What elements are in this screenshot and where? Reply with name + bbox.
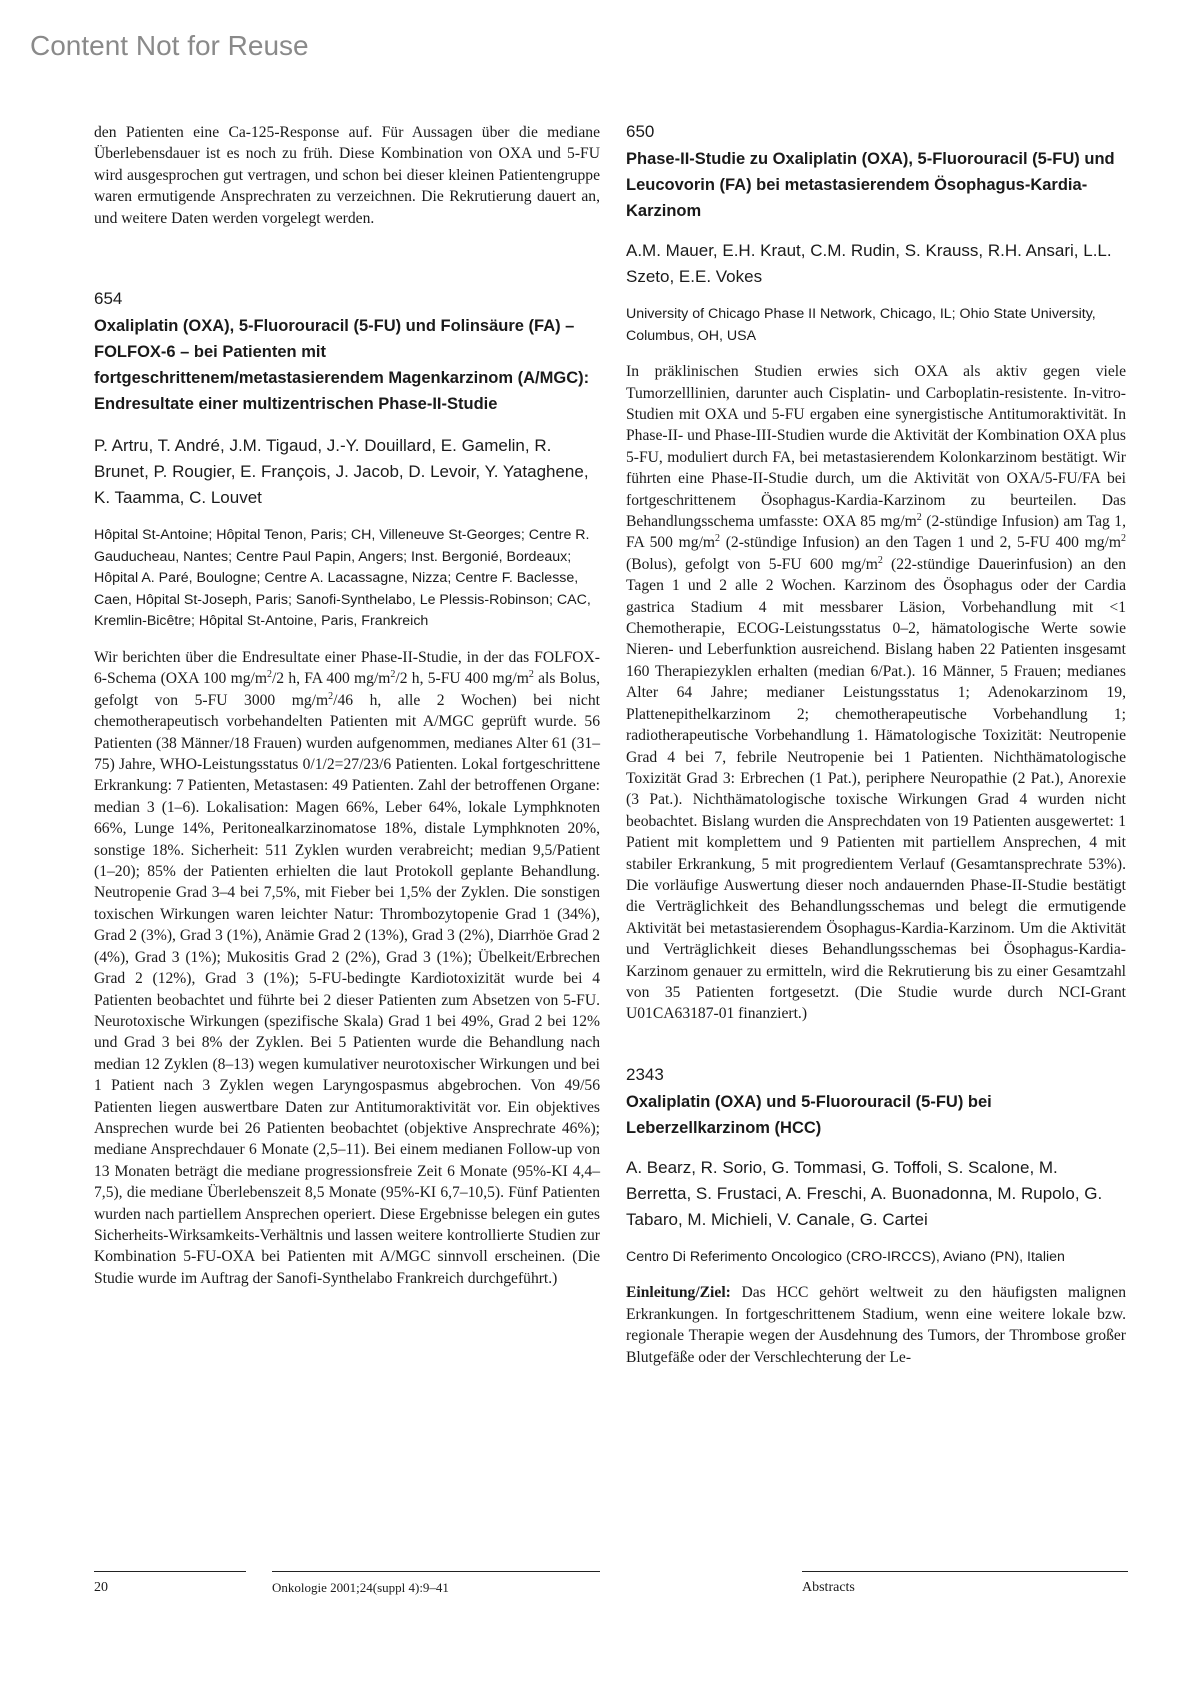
abstract-authors: A. Bearz, R. Sorio, G. Tommasi, G. Toffoli, S. Scalone, M. Berretta, S. Frustaci, A. Freschi, A. Buonadonna, M. Rupolo, G. Tabaro, M. Michieli, V. Canale, G. Cartei [626,1157,1103,1229]
section-name: Abstracts [802,1580,855,1595]
journal-citation: Onkologie 2001;24(suppl 4):9–41 [272,1580,449,1595]
abstract-number: 650 [626,122,655,141]
left-column [94,122,600,1289]
abstract-body: Wir berichten über die Endresultate einer Phase-II-Studie, in der das FOLFOX-6-Schema (OXA 100 $mg/m^2/2$ h, FA 400 $mg/m^2/2$ h, 5-FU 400 $mg/m^2$ als Bolus, gefolgt von 5-FU 3000 $mg/m^2/46$ h, alle 2 Wochen) bei nicht chemotherapeutisch vorbehandelten Patienten mit A/MGC geprüft wurde. 56 Patienten (38 Männer/18 Frauen) wurden aufgenommen, medianes Alter 61 (31–75) Jahre, WHO-Leistungsstatus 0/1/2=27/23/6 Patienten. Lokal fortgeschrittene Erkrankung: 7 Patienten, Metastasen: 49 Patienten. Zahl der betroffenen Organe: median 3 (1–6). Lokalisation: Magen 66%, Leber 64%, lokale Lymphknoten 66%, Lunge 14%, Peritonealkarzinomatose 18%, distale Lymphknoten 20%, sonstige 18%. Sicherheit: 511 Zyklen wurden verabreicht; median 9,5/Patient (1–20); 85% der Patienten erhielten die laut Protokoll geplante Behandlung. Neutropenie Grad 3–4 bei 7,5%, mit Fieber bei 1,5% der Zyklen. Die sonstigen toxischen Wirkungen waren leichter Natur: Thrombozytopenie Grad 1 (34%), Grad 2 (3%), Grad 3 (1%), Anämie Grad 2 (13%), Grad 3 (2%), Diarrhöe Grad 2 (4%), Grad 3 (1%); Mukositis Grad 2 (2%), Grad 3 (1%); Übelkeit/Erbrechen Grad 2 (12%), Grad 3 (1%); 5-FU-bedingte Kardiotoxizität wurde bei 4 Patienten beobachtet und führte bei 2 dieser Patienten zum Absetzen von 5-FU. Neurotoxische Wirkungen (spezifische Skala) Grad 1 bei 49%, Grad 2 bei 12% und Grad 3 bei 8% der Zyklen. Bei 5 Patienten wurde die Behandlung nach median 12 Zyklen (8–13) wegen kumulativer neurotoxischer Wirkungen und bei 1 Patient nach 3 Zyklen wegen Laryngospasmus abgebrochen. Von 49/56 Patienten liegen auswertbare Daten zur Antitumoraktivität vor. Ein objektives Ansprechen wurde bei 26 Patienten beobachtet (objektive Ansprechrate 46%); mediane Ansprechdauer 6 Monate (2,5–11). Bei einem medianen Follow-up von 13 Monaten beträgt die mediane progressionsfreie Zeit 6 Monate (95%-KI 4,4–7,5), die mediane Überlebenszeit 8,5 Monate (95%-KI 6,7–10,5). Fünf Patienten wurden nach partiellem Ansprechen operiert. Diese Ergebnisse belegen ein gutes Sicherheits-Wirksamkeits-Verhältnis und lassen weitere kontrollierte Studien zur Kombination 5-FU-OXA bei Patienten mit A/MGC sinnvoll erscheinen. (Die Studie wurde im Auftrag der Sanofi-Synthelabo Frankreich durchgeführt.) [94,649,600,1287]
abstract-number: 2343 [626,1064,664,1084]
abstract-number: 654 [94,289,123,309]
abstract-title: Oxaliplatin (OXA) und 5-Fluorouracil (5-FU) bei Leberzellkarzinom (HCC) [626,1092,992,1137]
page-number: 20 [94,1580,108,1595]
continued-abstract-text: den Patienten eine Ca-125-Response auf. Für Aussagen über die mediane Überlebensdauer ist es noch zu früh. Diese Kombination von OXA und 5-FU wird ausgesprochen gut vertragen, und schon bei dieser kleinen Patientengruppe waren ermutigende Ansprechraten zu verzeichnen. Die Rekrutierung dauert an, und weitere Daten werden vorgelegt werden. [94,124,600,227]
watermark: Content Not for Reuse [30,30,309,61]
intro-label: Einleitung/Ziel: [626,1284,731,1302]
right-column [626,122,1126,1368]
footer-rule-right [802,1571,1128,1572]
abstract-title: Phase-II-Studie zu Oxaliplatin (OXA), 5-Fluorouracil (5-FU) und Leucovorin (FA) bei metastasierendem Ösophagus-Kardia-Karzinom [626,150,1115,220]
abstract-body: Einleitung/Ziel: Das HCC gehört weltweit zu den häufigsten malignen Erkrankungen. In fortgeschrittenem Stadium, wenn eine weitere lokale bzw. regionale Therapie wegen der Ausdehnung des Tumors, der Thrombose großer Blutgefäße oder der Verschlechterung der Le- [626,1284,1126,1366]
abstract-654 [94,289,600,1289]
abstract-authors: P. Artru, T. André, J.M. Tigaud, J.-Y. Douillard, E. Gamelin, R. Brunet, P. Rougier, E. François, J. Jacob, D. Levoir, Y. Yataghene, K. Taamma, C. Louvet [94,436,589,508]
abstract-650 [626,122,1126,1025]
abstract-affiliation: Hôpital St-Antoine; Hôpital Tenon, Paris; CH, Villeneuve St-Georges; Centre R. Gauducheau, Nantes; Centre Paul Papin, Angers; Inst. Bergonié, Bordeaux; Hôpital A. Paré, Boulogne; Centre A. Lacassagne, Nizza; Centre F. Baclesse, Caen, Hôpital St-Joseph, Paris; Sanofi-Synthelabo, Le Plessis-Robinson; CAC, Kremlin-Bicêtre; Hôpital St-Antoine, Paris, Frankreich [94,527,591,630]
abstract-title: Oxaliplatin (OXA), 5-Fluorouracil (5-FU) und Folinsäure (FA) – FOLFOX-6 – bei Patienten mit fortgeschrittenem/metastasierendem Magenkarzinom (A/MGC): Endresultate einer multizentrischen Phase-II-Studie [94,317,590,414]
abstract-body: In präklinischen Studien erwies sich OXA als aktiv gegen viele Tumorzelllinien, darunter auch Cisplatin- und Carboplatin-resistente. In-vitro-Studien mit OXA und 5-FU ergaben eine synergistische Antitumoraktivität. In Phase-II- und Phase-III-Studien wurde die Aktivität der Kombination OXA plus 5-FU, moduliert durch FA, bei metastasierendem Kolonkarzinom bestätigt. Wir führten eine Phase-II-Studie durch, um die Aktivität von OXA/5-FU/FA bei fortgeschrittenem Ösophagus-Kardia-Karzinom zu beurteilen. Das Behandlungsschema umfasste: OXA 85 $mg/m^2$ (2-stündige Infusion) am Tag 1, FA 500 $mg/m^2$ (2-stündige Infusion) an den Tagen 1 und 2, 5-FU 400 $mg/m^2$ (Bolus), gefolgt von 5-FU 600 $mg/m^2$ (22-stündige Dauerinfusion) an den Tagen 1 und 2 alle 2 Wochen. Karzinom des Ösophagus oder der Cardia gastrica Stadium 4 mit messbarer Läsion, Vorbehandlung mit <1 Chemotherapie, ECOG-Leistungsstatus 0–2, hämatologische Werte sowie Nieren- und Leberfunktion ausreichend. Bislang haben 22 Patienten insgesamt 160 Therapiezyklen erhalten (median 6/Pat.). 16 Männer, 5 Frauen; medianes Alter 64 Jahre; medianer Leistungsstatus 1; Adenokarzinom 19, Plattenepithelkarzinom 2; chemotherapeutische Vorbehandlung 1; radiotherapeutische Vorbehandlung 1. Hämatologische Toxizität: Neutropenie Grad 4 bei 7, febrile Neutropenie bei 1 Patienten. Nichthämatologische Toxizität Grad 3: Erbrechen (1 Pat.), periphere Neuropathie (2 Pat.), Anorexie (3 Pat.). Nichthämatologische toxische Wirkungen Grad 4 wurden nicht beobachtet. Bislang wurden die Ansprechdaten von 19 Patienten ausgewertet: 1 Patient mit komplettem und 9 Patienten mit partiellem Ansprechen, 4 mit stabiler Erkrankung, 5 mit progredientem Verlauf (Gesamtansprechrate 53%). Die vorläufige Auswertung dieser noch andauernden Phase-II-Studie bestätigt die Verträglichkeit des Behandlungsschemas und belegt die ermutigende Aktivität bei metastasierendem Ösophagus-Kardia-Karzinom. Um die Aktivität und Verträglichkeit dieses Behandlungsschemas bei Ösophagus-Kardia-Karzinom genauer zu ermitteln, wird die Rekrutierung bis zu einer Gesamtzahl von 35 Patienten fortgesetzt. (Die Studie wurde durch NCI-Grant U01CA63187-01 finanziert.) [626,363,1127,1023]
abstract-affiliation: Centro Di Referimento Oncologico (CRO-IRCCS), Aviano (PN), Italien [626,1248,1065,1265]
footer-rule-center [272,1571,600,1572]
abstract-authors: A.M. Mauer, E.H. Kraut, C.M. Rudin, S. Krauss, R.H. Ansari, L.L. Szeto, E.E. Vokes [626,241,1112,286]
abstract-affiliation: University of Chicago Phase II Network, Chicago, IL; Ohio State University, Columbus, OH, USA [626,306,1096,344]
abstract-2343 [626,1065,1126,1368]
footer-rule-left [94,1571,246,1572]
